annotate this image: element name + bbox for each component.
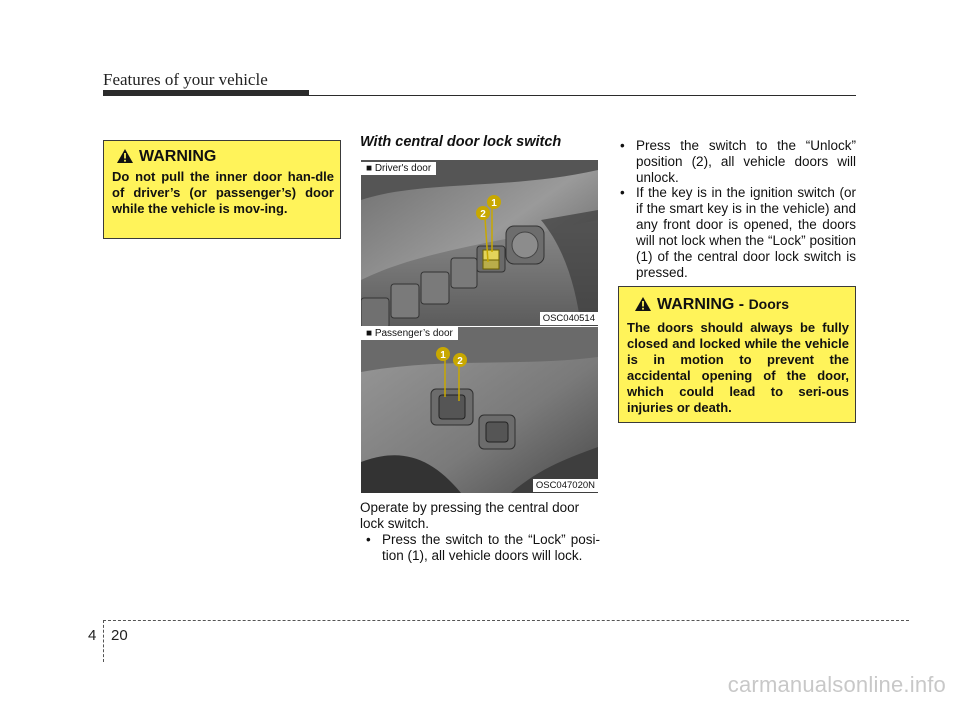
- intro-paragraph: Operate by pressing the central door lock switch.: [360, 500, 580, 531]
- figure-passengers-door: [361, 327, 598, 493]
- warning-title-main: WARNING -: [657, 296, 745, 313]
- figure-caption: ■ Passenger’s door: [361, 327, 458, 340]
- footer-rule: [103, 620, 909, 621]
- figure-code: OSC040514: [540, 312, 598, 325]
- figure-caption: ■ Driver's door: [361, 162, 436, 175]
- chapter-number: 4: [88, 627, 97, 644]
- callout-1: 1: [491, 198, 497, 209]
- warning-title: WARNING: [139, 148, 217, 165]
- bullet-dot: •: [620, 138, 625, 153]
- passengers-door-switch-illustration: [361, 327, 598, 493]
- warning-triangle-icon: [635, 297, 651, 311]
- warning-title: [657, 296, 789, 314]
- header-rule: [103, 95, 856, 96]
- page-header-title: Features of your vehicle: [103, 70, 268, 89]
- bullet-unlock: [620, 138, 856, 186]
- warning-title-sub: Doors: [748, 296, 790, 312]
- figure-drivers-door: [361, 160, 598, 326]
- footer-vertical-rule: [103, 620, 104, 662]
- figure-code: OSC047020N: [533, 479, 598, 492]
- warning-triangle-icon: [117, 149, 133, 163]
- bullet-text: If the key is in the ignition switch (or if the smart key is in the vehicle) and any front door is opened, the doors will not lock when the “Lock” position (1) of the central door lock switch is pressed.: [636, 185, 856, 280]
- callout-2: 2: [480, 209, 486, 220]
- bullet-text: Press the switch to the “Lock” posi-tion (1), all vehicle doors will lock.: [382, 532, 600, 563]
- warning-box-doors: [618, 286, 856, 423]
- drivers-door-switch-illustration: [361, 160, 598, 326]
- section-title: With central door lock switch: [360, 134, 562, 150]
- bullet-dot: •: [366, 532, 371, 547]
- warning-text: Do not pull the inner door han-dle of driver’s (or passenger’s) door while the vehicle is mov-ing.: [112, 169, 334, 216]
- warning-text: The doors should always be fully closed and locked while the vehicle is in motion to prevent the accidental opening of the door, which could lead to seri-ous injuries or death.: [627, 320, 849, 415]
- bullet-ignition: [620, 185, 856, 281]
- bullet-text: Press the switch to the “Unlock” position (2), all vehicle doors will unlock.: [636, 138, 856, 185]
- callout-2: 2: [457, 356, 463, 367]
- callout-1: 1: [440, 350, 446, 361]
- warning-box-inner-door: [103, 140, 341, 239]
- bullet-lock: [366, 532, 600, 564]
- bullet-dot: •: [620, 185, 625, 200]
- page-number: 20: [111, 627, 128, 644]
- watermark: carmanualsonline.info: [727, 672, 946, 697]
